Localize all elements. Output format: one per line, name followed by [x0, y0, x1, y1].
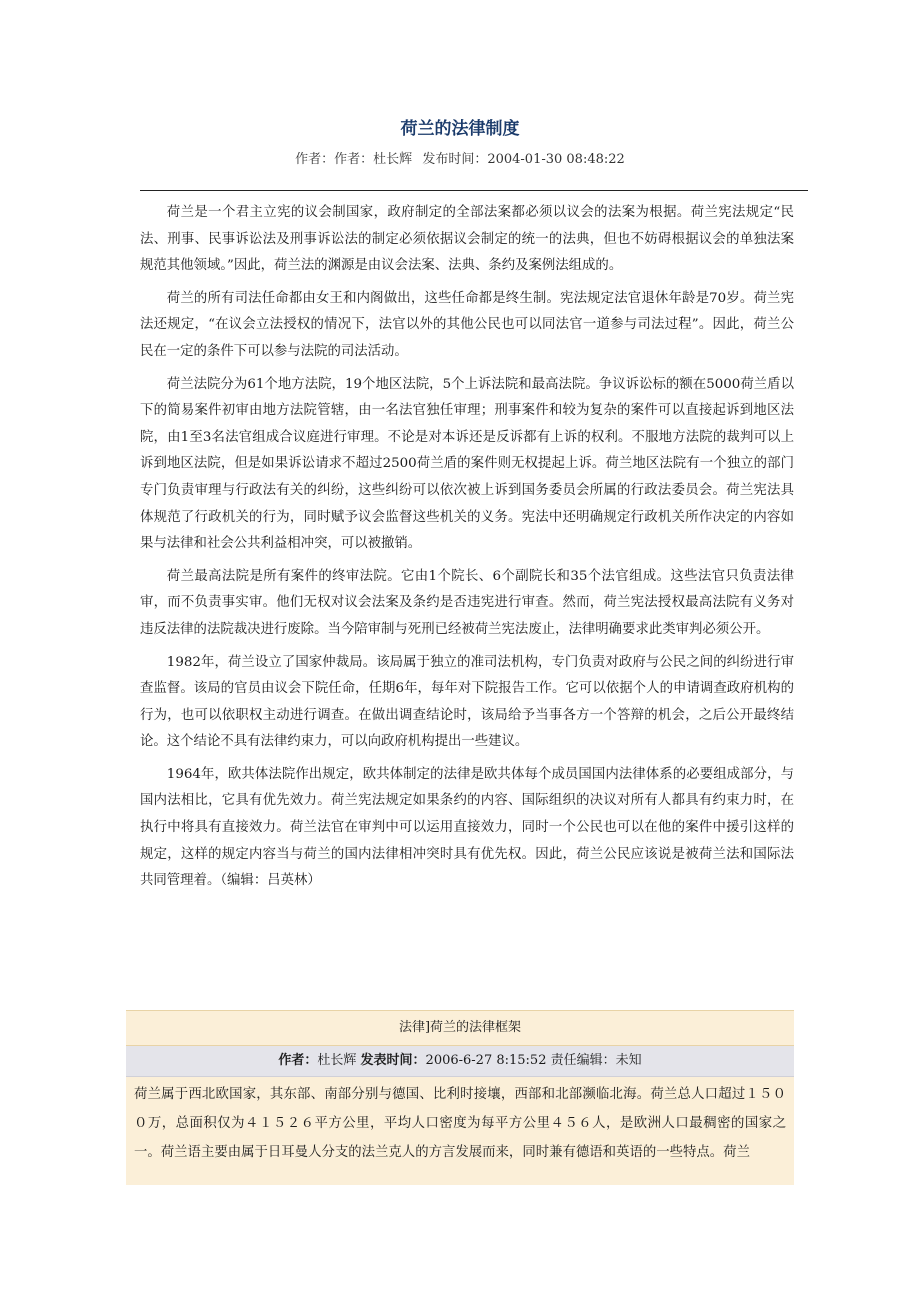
paragraph: 1964年，欧共体法院作出规定，欧共体制定的法律是欧共体每个成员国国内法律体系的必要组成部分，与国内法相比，它具有优先效力。荷兰宪法规定如果条约的内容、国际组织的决议对所有人都具有约束力时，在执行中将具有直接效力。荷兰法官在审判中可以运用直接效力，同时一个公民也可以在他的案件中援引这样的规定，这样的规定内容当与荷兰的国内法律相冲突时具有优先权。因此，荷兰公民应该说是被荷兰法和国际法共同管理着。（编辑：吕英林） — [140, 766, 794, 889]
related-author: 杜长辉 — [317, 1053, 357, 1068]
related-title[interactable]: 法律]荷兰的法律框架 — [126, 1010, 794, 1046]
article-meta — [0, 148, 920, 167]
divider — [140, 190, 808, 191]
related-time: 2006-6-27 8:15:52 — [425, 1053, 547, 1068]
related-meta — [126, 1046, 794, 1077]
related-body: 荷兰属于西北欧国家，其东部、南部分别与德国、比利时接壤，西部和北部濒临北海。荷兰总人口超过１５００万，总面积仅为４１５２６平方公里，平均人口密度为每平方公里４５６人，是欧洲人口最稠密的国家之一。荷兰语主要由属于日耳曼人分支的法兰克人的方言发展而来，同时兼有德语和英语的一些特点。荷兰 — [134, 1087, 786, 1160]
paragraph: 荷兰最高法院是所有案件的终审法院。它由1个院长、6个副院长和35个法官组成。这些法官只负责法律审，而不负责事实审。他们无权对议会法案及条约是否违宪进行审查。然而，荷兰宪法授权最高法院有义务对违反法律的法院裁决进行废除。当今陪审制与死刑已经被荷兰宪法废止，法律明确要求此类审判必须公开。 — [140, 568, 794, 637]
paragraph: 荷兰是一个君主立宪的议会制国家，政府制定的全部法案都必须以议会的法案为根据。荷兰宪法规定“民法、刑事、民事诉讼法及刑事诉讼法的制定必须依据议会制定的统一的法典，但也不妨碍根据议会的单独法案规范其他领域。”因此，荷兰法的渊源是由议会法案、法典、条约及案例法组成的。 — [140, 205, 794, 274]
article-title: 荷兰的法律制度 — [400, 119, 520, 139]
related-editor: 责任编辑：未知 — [550, 1053, 642, 1068]
time-label: 发表时间： — [360, 1053, 426, 1068]
paragraph: 1982年，荷兰设立了国家仲裁局。该局属于独立的准司法机构，专门负责对政府与公民之间的纠纷进行审查监督。该局的官员由议会下院任命，任期6年，每年对下院报告工作。它可以依据个人的申请调查政府机构的行为，也可以依职权主动进行调查。在做出调查结论时，该局给予当事各方一个答辩的机会，之后公开最终结论。这个结论不具有法律约束力，可以向政府机构提出一些建议。 — [140, 654, 794, 750]
related-article-box — [126, 1010, 794, 1185]
author-line: 作者：作者：杜长辉 — [295, 152, 413, 167]
author-label: 作者： — [278, 1053, 318, 1068]
paragraph: 荷兰的所有司法任命都由女王和内阁做出，这些任命都是终生制。宪法规定法官退休年龄是70岁。荷兰宪法还规定，“在议会立法授权的情况下，法官以外的其他公民也可以同法官一道参与司法过程”。因此，荷兰公民在一定的条件下可以参与法院的司法活动。 — [140, 290, 794, 359]
publish-time: 发布时间：2004-01-30 08:48:22 — [422, 152, 625, 167]
paragraph: 荷兰法院分为61个地方法院，19个地区法院，5个上诉法院和最高法院。争议诉讼标的额在5000荷兰盾以下的简易案件初审由地方法院管辖，由一名法官独任审理；刑事案件和较为复杂的案件可以直接起诉到地区法院，由1至3名法官组成合议庭进行审理。不论是对本诉还是反诉都有上诉的权利。不服地方法院的裁判可以上诉到地区法院，但是如果诉讼请求不超过2500荷兰盾的案件则无权提起上诉。荷兰地区法院有一个独立的部门专门负责审理与行政法有关的纠纷，这些纠纷可以依次被上诉到国务委员会所属的行政法委员会。荷兰宪法具体规范了行政机关的行为，同时赋予议会监督这些机关的义务。宪法中还明确规定行政机关所作决定的内容如果与法律和社会公共利益相冲突，可以被撤销。 — [140, 376, 794, 552]
article-body — [140, 200, 794, 901]
